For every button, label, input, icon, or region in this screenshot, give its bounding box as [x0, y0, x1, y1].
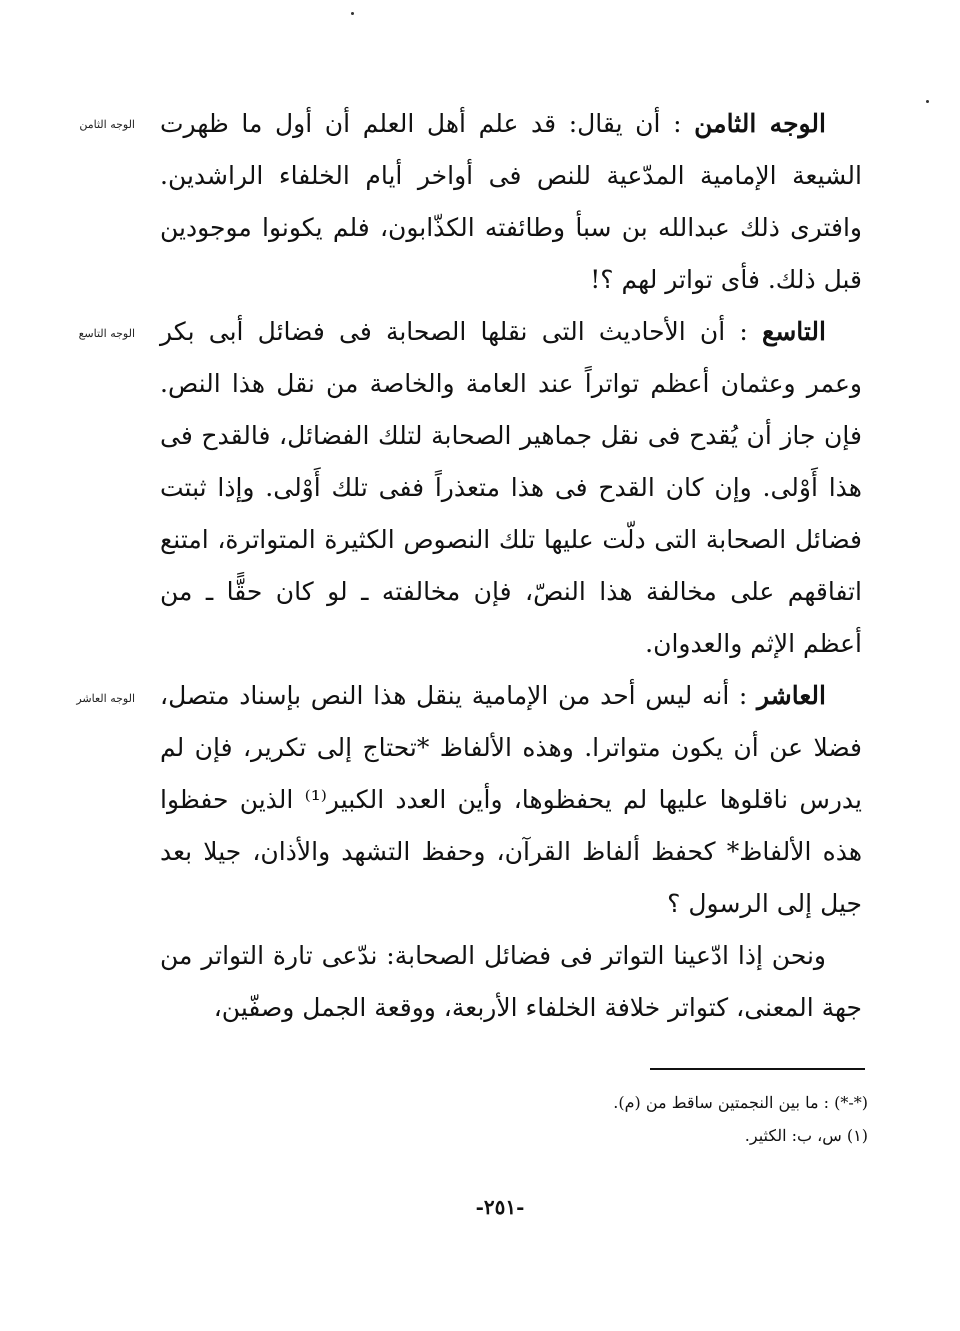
paragraph-text: : أنه ليس أحد من الإمامية ينقل هذا النص بإسناد متصل، فضلا عن أن يكون متواترا. وهذه الألفاظ *تحتاج إلى تكرير، فإن لم يدرس ناقلوها عليها لم يحفظوها، وأين العدد الكبير⁽¹⁾ الذين حفظوا هذه الألفاظ* كحفظ ألفاظ القرآن، وحفظ التشهد والأذان، جيلا بعد جيل إلى الرسول ؟ — [160, 681, 862, 918]
footnote-divider — [650, 1068, 865, 1070]
paragraph-tenth — [160, 670, 862, 930]
paragraph-closing — [160, 930, 862, 1034]
body-text — [160, 98, 862, 1034]
scan-speck — [926, 100, 929, 103]
footnote-item: (١) س، ب: الكثير. — [744, 1126, 868, 1145]
paragraph-text: ونحن إذا ادّعينا التواتر فى فضائل الصحابة: ندّعى تارة التواتر من جهة المعنى، كتواتر خلافة الخلفاء الأربعة، ووقعة الجمل وصفّين، — [160, 941, 862, 1022]
margin-note-tenth: الوجه العاشر — [76, 692, 135, 705]
paragraph-lead: العاشر — [757, 681, 826, 710]
paragraph-text: : أن الأحاديث التى نقلها الصحابة فى فضائل أبى بكر وعمر وعثمان أعظم تواتراً عند العامة والخاصة من نقل هذا النص. فإن جاز أن يُقدح فى نقل جماهير الصحابة لتلك الفضائل، فالقدح فى هذا أَوْلى. وإن كان القدح فى هذا متعذراً ففى تلك أَوْلى. وإذا ثبتت فضائل الصحابة التى دلّت عليها تلك النصوص الكثيرة المتواترة، امتنع اتفاقهم على مخالفة هذا النصّ، فإن مخالفته ـ لو كان حقًّا ـ من أعظم الإثم والعدوان. — [160, 317, 862, 658]
margin-note-ninth: الوجه التاسع — [78, 327, 135, 340]
footnote-item: (*-*) : ما بين النجمتين ساقط من (م). — [613, 1093, 868, 1112]
paragraph-eighth — [160, 98, 862, 306]
paragraph-ninth — [160, 306, 862, 670]
scan-speck — [351, 12, 354, 15]
paragraph-lead: الوجه الثامن — [694, 109, 827, 138]
page-number: -٢٥١- — [475, 1195, 525, 1219]
paragraph-text: : أن يقال: قد علم أهل العلم أن أول ما ظهرت الشيعة الإمامية المدّعية للنص فى أواخر أيام الخلفاء الراشدين. وافترى ذلك عبدالله بن سبأ وطائفته الكذّابون، فلم يكونوا موجودين قبل ذلك. فأى تواتر لهم ؟! — [160, 109, 862, 294]
margin-note-eighth: الوجه الثامن — [79, 118, 135, 131]
footnotes — [480, 1086, 868, 1152]
paragraph-lead: التاسع — [762, 317, 826, 346]
